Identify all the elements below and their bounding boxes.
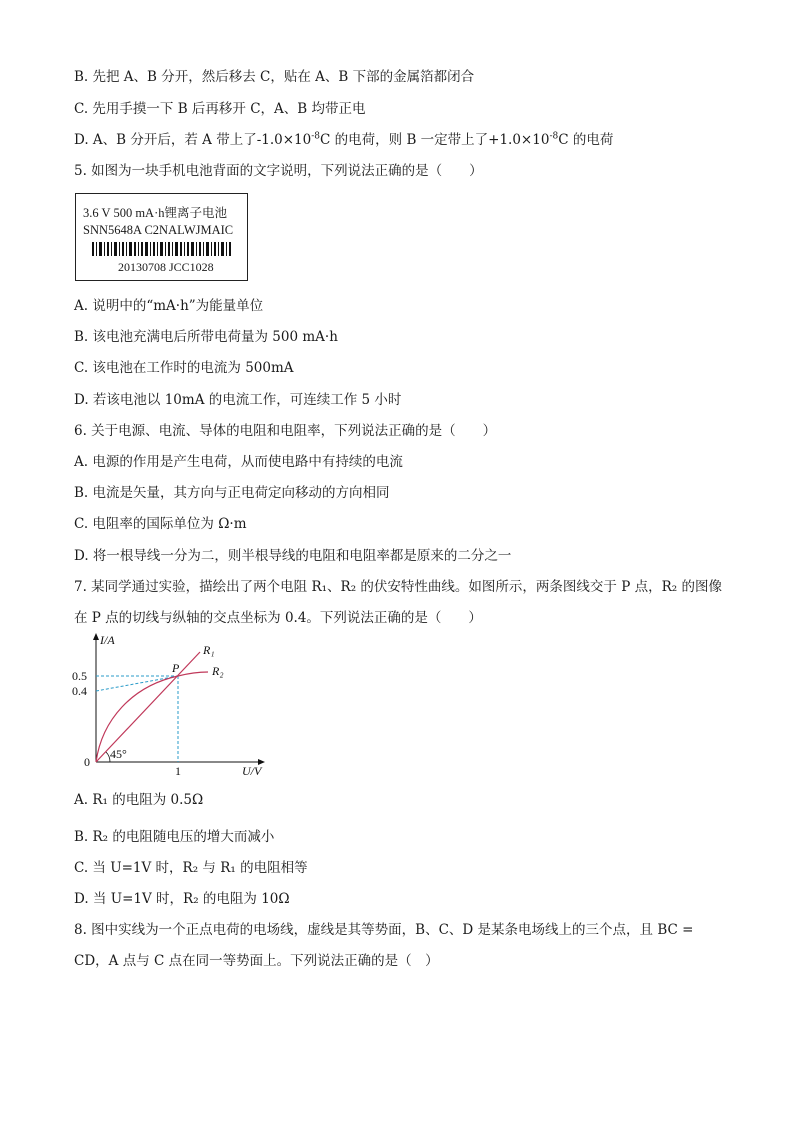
question-6-option-a: A. 电源的作用是产生电荷，从而使电路中有持续的电流	[74, 454, 403, 470]
question-8-line-1: 8. 图中实线为一个正点电荷的电场线，虚线是其等势面，B、C、D 是某条电场线上的三个点，且 BC =	[74, 922, 694, 938]
line-d-part3: C 的电荷	[558, 132, 614, 148]
line-c-option: C. 先用手摸一下 B 后再移开 C，A、B 均带正电	[74, 101, 366, 117]
point-p-label: P	[172, 661, 180, 675]
r1-line	[96, 652, 200, 762]
line-d-exp2: -8	[549, 131, 559, 142]
question-6-option-d: D. 将一根导线一分为二，则半根导线的电阻和电阻率都是原来的二分之一	[74, 548, 512, 564]
line-b-option: B. 先把 A、B 分开，然后移去 C，贴在 A、B 下部的金属箔都闭合	[74, 69, 475, 85]
line-d-option	[74, 131, 613, 149]
question-5-option-d: D. 若该电池以 10mA 的电流工作，可连续工作 5 小时	[74, 392, 402, 408]
question-6: 6. 关于电源、电流、导体的电阻和电阻率，下列说法正确的是（ ）	[74, 423, 497, 439]
question-8-line-2: CD，A 点与 C 点在同一等势面上。下列说法正确的是（ ）	[74, 953, 439, 969]
tick-label-1: 1	[175, 764, 181, 778]
x-axis-label: U/V	[242, 764, 262, 778]
question-7-line-2: 在 P 点的切线与纵轴的交点坐标为 0.4。下列说法正确的是（ ）	[74, 610, 482, 626]
battery-label-figure	[75, 193, 248, 281]
question-7-line-1: 7. 某同学通过实验，描绘出了两个电阻 R₁、R₂ 的伏安特性曲线。如图所示，两条图线交于 P 点，R₂ 的图像	[74, 579, 722, 595]
y-axis-label: I/A	[100, 633, 115, 647]
question-5-option-c: C. 该电池在工作时的电流为 500mA	[74, 360, 294, 376]
question-7-option-c: C. 当 U=1V 时，R₂ 与 R₁ 的电阻相等	[74, 860, 308, 876]
tick-label-05: 0.5	[72, 669, 87, 683]
question-5-option-b: B. 该电池充满电后所带电荷量为 500 mA·h	[74, 329, 338, 345]
question-7-option-b: B. R₂ 的电阻随电压的增大而减小	[74, 829, 275, 845]
tick-label-04: 0.4	[72, 684, 87, 698]
battery-line-1: 3.6 V 500 mA·h锂离子电池	[83, 206, 227, 220]
barcode-image	[92, 242, 232, 256]
battery-line-3: 20130708 JCC1028	[118, 260, 214, 274]
question-7-option-a: A. R₁ 的电阻为 0.5Ω	[74, 792, 204, 808]
battery-line-2: SNN5648A C2NALWJMAIC	[83, 223, 234, 237]
question-5-option-a: A. 说明中的“mA·h”为能量单位	[74, 298, 264, 314]
line-d-part1: D. A、B 分开后，若 A 带上了-1.0×10	[74, 132, 312, 148]
origin-label: 0	[84, 755, 90, 769]
angle-label: 45°	[110, 747, 127, 761]
r2-label: R₂	[212, 664, 224, 678]
question-6-option-b: B. 电流是矢量，其方向与正电荷定向移动的方向相同	[74, 485, 390, 501]
r1-label: R₁	[203, 643, 215, 657]
line-d-exp1: -8	[311, 131, 321, 142]
question-6-option-c: C. 电阻率的国际单位为 Ω·m	[74, 516, 247, 532]
line-d-part2: C 的电荷，则 B 一定带上了+1.0×10	[320, 132, 550, 148]
iv-characteristic-graph	[72, 630, 272, 778]
question-5: 5. 如图为一块手机电池背面的文字说明，下列说法正确的是（ ）	[74, 163, 483, 179]
question-7-option-d: D. 当 U=1V 时，R₂ 的电阻为 10Ω	[74, 891, 290, 907]
